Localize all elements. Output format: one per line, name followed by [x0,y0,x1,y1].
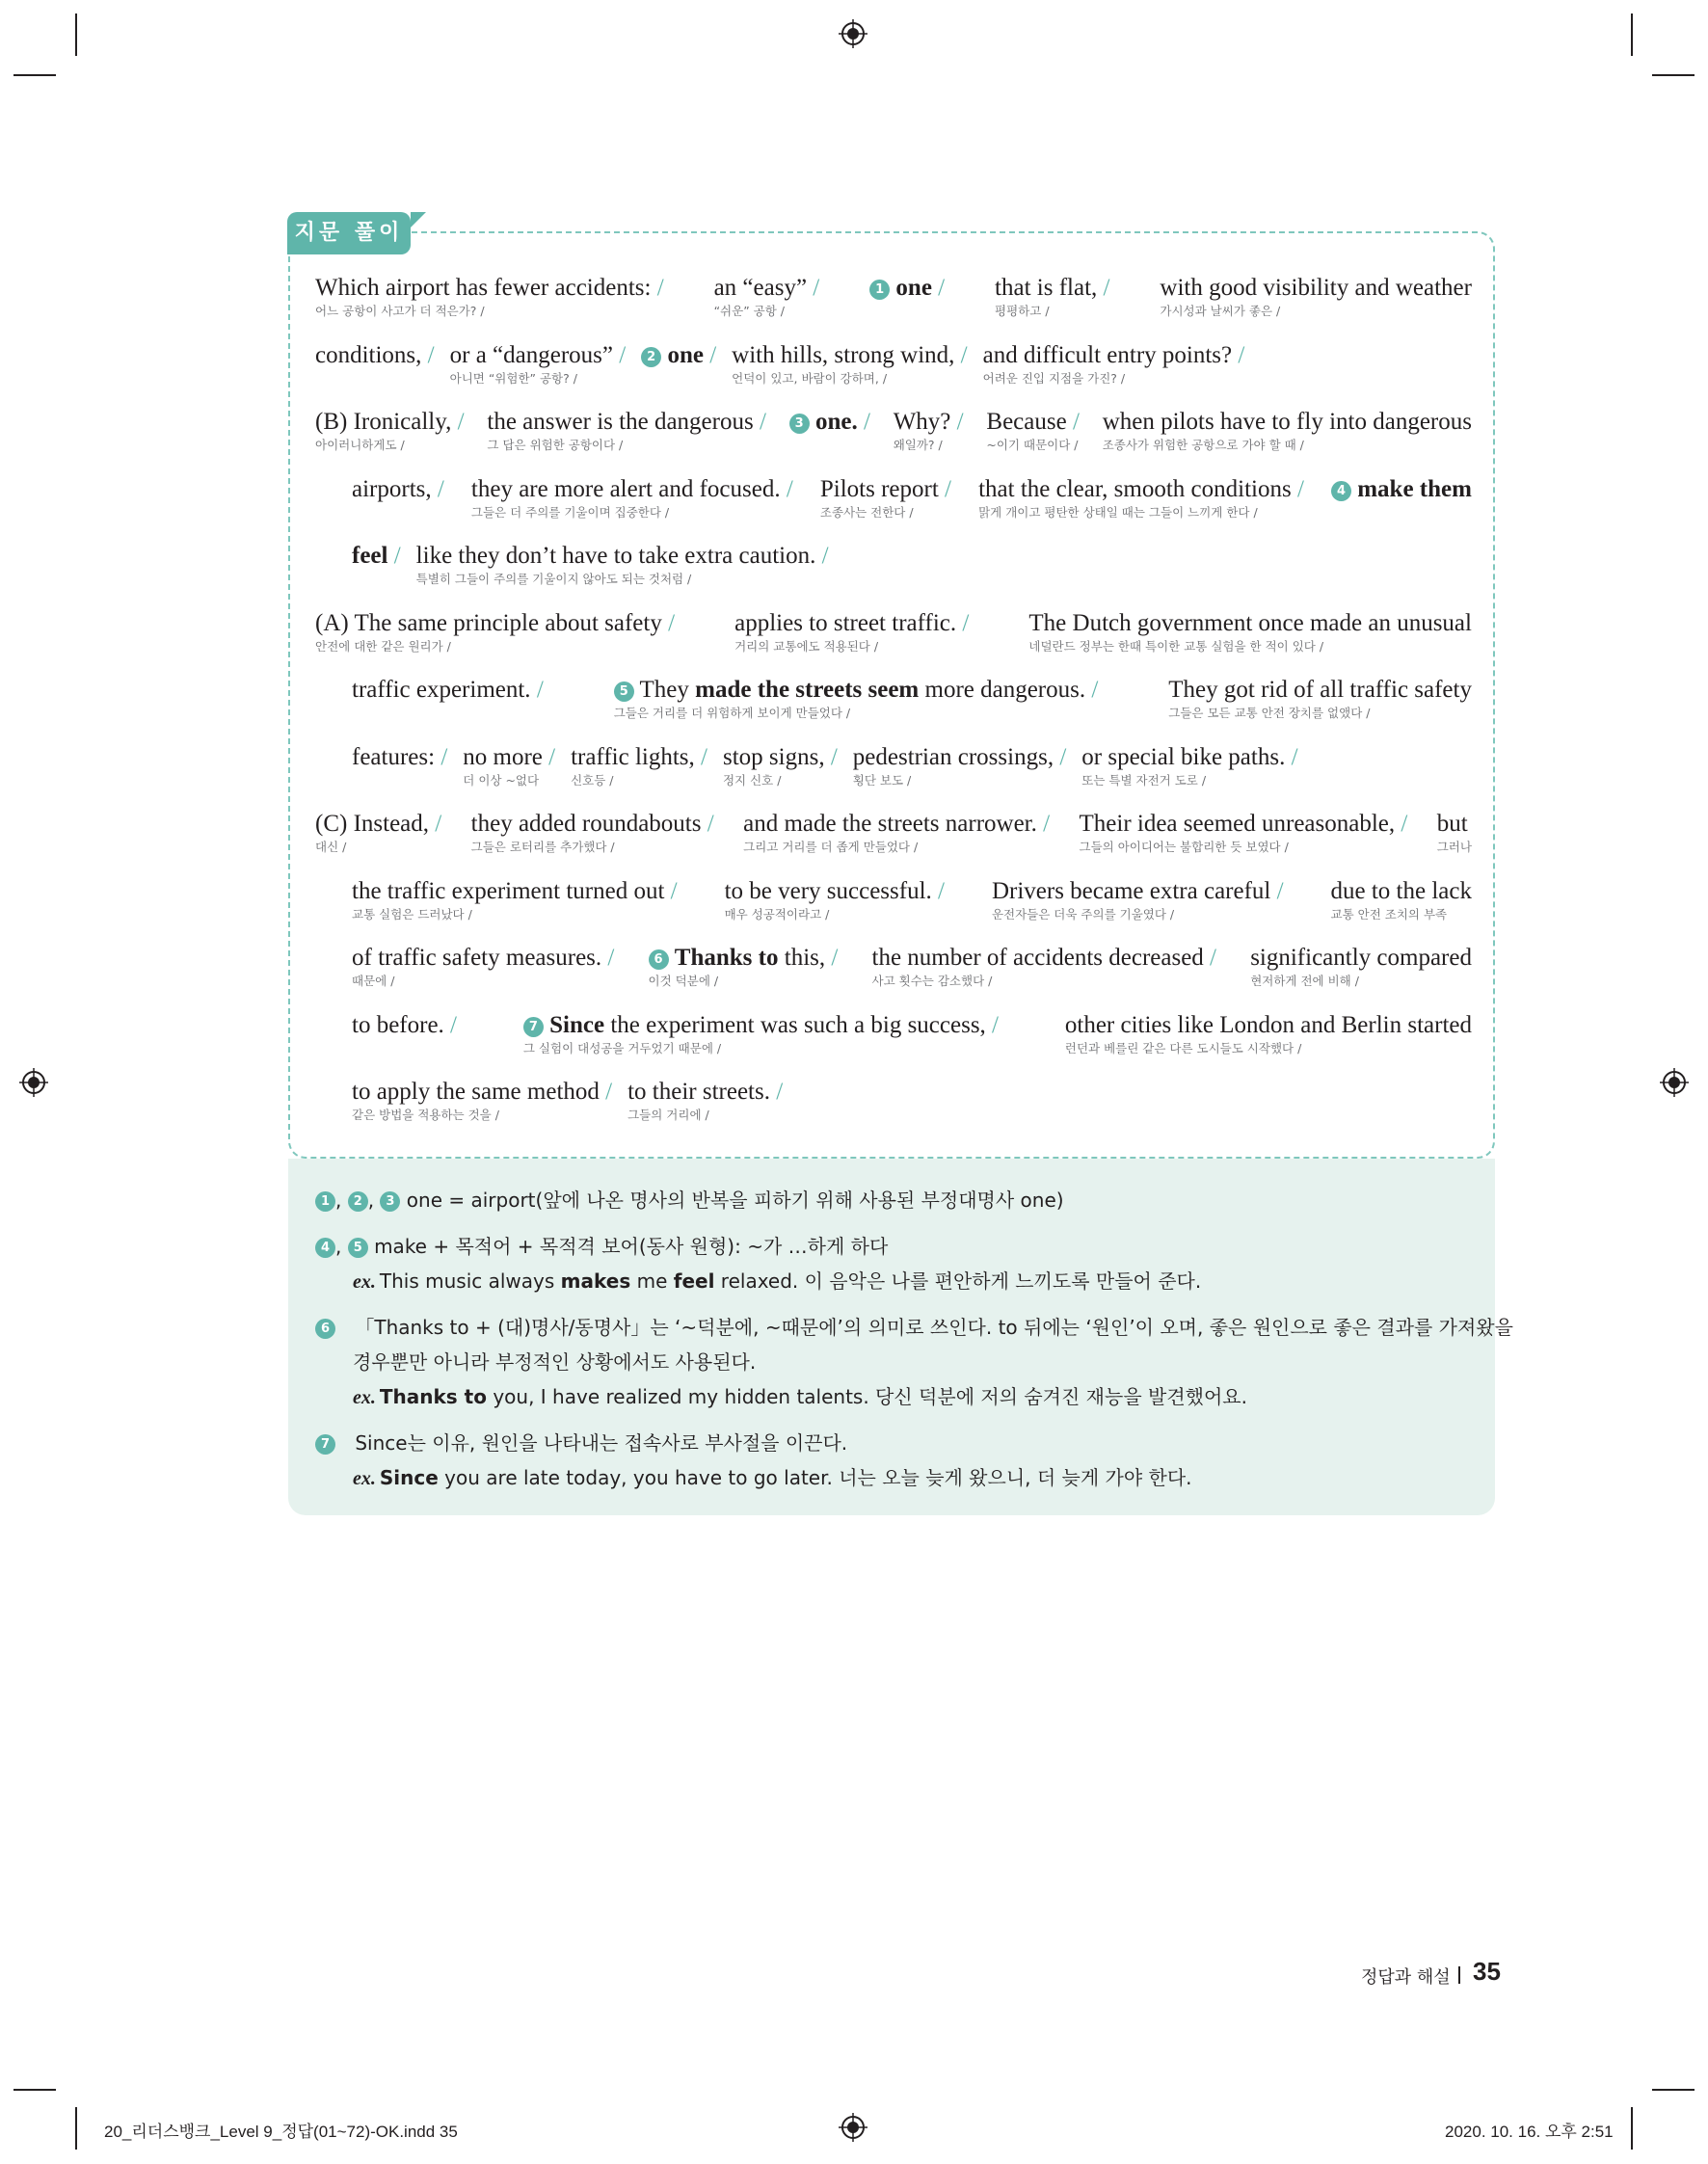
section-tag-notch [411,212,426,227]
english-phrase: when pilots have to fly into dangerous [1102,409,1472,435]
english-phrase: The Dutch government once made an unusual [1028,609,1472,636]
phrase-chunk [352,676,544,721]
korean-gloss [352,706,544,721]
korean-gloss: 같은 방법을 적용하는 것을 / [352,1108,499,1122]
english-phrase: like they don’t have to take extra caution. [415,543,816,569]
phrase-chunk [627,1078,783,1123]
phrase-chunk [789,408,870,453]
marker-number-icon: 6 [649,949,669,970]
phrase-chunk [869,274,945,319]
page-divider [1458,1966,1460,1984]
korean-gloss: 교통 안전 조치의 부족 [1330,906,1448,922]
phrase-chunk [992,877,1284,922]
english-phrase: an “easy” [713,275,808,301]
korean-gloss: 더 이상 ~없다 [463,772,540,788]
english-phrase: (C) Instead, [315,811,430,837]
korean-gloss [789,438,870,453]
phrase-chunk [743,810,1050,855]
korean-gloss: ~이기 때문이다 / [986,438,1079,452]
slash-separator: / [931,275,946,301]
phrase-chunk [714,274,820,319]
marker-number-icon: 5 [614,681,634,702]
phrase-chunk [352,877,678,922]
slash-separator: / [1054,743,1067,770]
phrase-chunk [995,274,1109,319]
korean-gloss: 대신 / [315,840,347,854]
phrase-chunk [853,743,1067,788]
english-phrase: Because [986,409,1067,435]
korean-gloss: 런던과 베를린 같은 다른 도시들도 시작했다 / [1064,1040,1302,1055]
slash-separator: / [807,275,820,301]
slash-separator: / [613,341,627,368]
slash-separator: / [815,543,829,569]
crop-mark [75,13,77,56]
english-phrase: Drivers became extra careful [991,877,1271,904]
passage-line [315,609,1472,677]
phrase-chunk [649,944,839,989]
english-phrase: to their streets. [627,1079,770,1105]
note-make-causative: 4 , 5 make + 목적어 + 목적격 보어(동사 원형): ~가 …하게 하다 [315,1233,888,1260]
korean-gloss: 그들의 거리에 / [627,1108,709,1122]
phrase-chunk [523,1011,999,1056]
korean-gloss [352,505,444,521]
english-phrase: or special bike paths. [1081,743,1286,770]
phrase-chunk [571,743,707,788]
passage-line [352,475,1472,543]
english-phrase: with good visibility and weather [1160,275,1472,301]
crop-mark [1652,74,1695,76]
phrase-chunk [872,944,1216,989]
passage-line [315,274,1472,341]
note-thanks-to: 6 「Thanks to + (대)명사/동명사」는 ‘~덕분에, ~때문에’의 의미로 쓰인다. to 뒤에는 ‘원인’이 오며, 좋은 원인으로 좋은 결과를 가져왔을 [315,1314,1513,1341]
phrase-chunk [641,341,716,387]
passage-line [352,1011,1472,1079]
english-phrase: the number of accidents decreased [871,945,1204,971]
note-thanks-to-example: ex. Thanks to you, I have realized my hidden talents. 당신 덕분에 저의 숨겨진 재능을 발견했어요. [353,1385,1247,1408]
slash-separator: / [601,945,615,971]
phrase-chunk [352,475,444,521]
english-phrase: they are more alert and focused. [470,475,781,502]
korean-gloss: 언덕이 있고, 바람이 강하며, / [732,370,888,386]
korean-gloss: 현저하게 전에 비해 / [1250,974,1359,988]
phrase-chunk [315,810,441,855]
slash-separator: / [661,609,676,636]
slash-separator: / [694,743,707,770]
korean-gloss: 그러나 [1436,840,1472,854]
key-phrase: one. [814,409,858,435]
phrase-chunk [450,341,627,387]
phrase-chunk [352,944,614,989]
slash-separator: / [1232,341,1245,368]
english-phrase: no more [463,743,543,770]
crop-mark [1631,2107,1633,2150]
english-phrase: more dangerous. [924,677,1086,703]
english-phrase: to before. [352,1011,444,1038]
phrase-chunk [986,408,1080,453]
english-phrase: Pilots report [819,475,939,502]
page-section-label: 정답과 해설 [1361,1967,1451,1988]
korean-gloss: 가시성과 날씨가 좋은 / [1160,304,1281,318]
registration-mark-icon [1660,1068,1689,1097]
english-phrase: that the clear, smooth conditions [978,475,1292,502]
slash-separator: / [950,409,964,435]
passage-body [315,274,1472,1145]
slash-separator: / [530,677,544,703]
key-phrase: Thanks to [674,945,779,971]
english-phrase: Their idea seemed unreasonable, [1079,811,1396,837]
korean-gloss: 그들은 로터리를 추가했다 / [470,840,615,854]
registration-mark-icon [839,19,867,48]
phrase-chunk [1168,676,1472,721]
slash-separator: / [542,743,556,770]
slash-separator: / [664,877,678,904]
note-one-pronoun: 1 , 2 , 3 one = airport(앞에 나온 명사의 반복을 피하기 위해 사용된 부정대명사 one) [315,1187,1064,1214]
korean-gloss: 또는 특별 자전거 도로 / [1081,772,1207,788]
phrase-chunk [1160,274,1472,319]
english-phrase: this, [784,945,826,971]
slash-separator: / [753,409,766,435]
slash-separator: / [1036,811,1051,837]
phrase-chunk [315,341,435,387]
slash-separator: / [599,1079,613,1105]
footer-filename: 20_리더스뱅크_Level 9_정답(01~72)-OK.indd 35 [104,2123,458,2141]
korean-gloss: 신호등 / [571,772,614,788]
korean-gloss: 특별히 그들이 주의를 기울이지 않아도 되는 것처럼 / [415,572,692,586]
phrase-chunk [732,341,967,387]
passage-line [352,743,1472,811]
passage-line [315,341,1472,409]
phrase-chunk [1080,810,1408,855]
english-phrase: the traffic experiment turned out [352,877,665,904]
korean-gloss [315,371,435,387]
slash-separator: / [931,877,945,904]
english-phrase: with hills, strong wind, [732,341,955,368]
slash-separator: / [431,475,444,502]
crop-mark [1631,13,1633,56]
english-phrase: to be very successful. [724,877,932,904]
phrase-chunk [723,743,838,788]
korean-gloss [641,371,716,387]
phrase-chunk [1331,475,1472,521]
english-phrase: to apply the same method [352,1079,600,1105]
korean-gloss: 운전자들은 더욱 주의를 기울였다 / [991,906,1175,922]
korean-gloss: 거리의 교통에도 적용된다 / [734,638,879,654]
korean-gloss: 왜일까? / [893,438,943,452]
slash-separator: / [824,743,838,770]
crop-mark [75,2107,77,2150]
footer-timestamp: 2020. 10. 16. 오후 2:51 [1445,2123,1614,2141]
english-phrase: conditions, [315,341,422,368]
slash-separator: / [1066,409,1080,435]
phrase-chunk [471,475,793,521]
slash-separator: / [387,543,401,569]
passage-line [352,1078,1472,1145]
korean-gloss: 평평하고 / [995,304,1050,318]
phrase-chunk [352,1011,457,1056]
korean-gloss: 아이러니하게도 / [315,438,405,452]
english-phrase: They [639,677,689,703]
passage-line [315,810,1472,877]
slash-separator: / [703,341,717,368]
korean-gloss: 그들은 거리를 더 위험하게 보이게 만들었다 / [613,706,851,720]
slash-separator: / [780,475,793,502]
passage-line [352,877,1472,945]
crop-mark [13,2089,56,2091]
english-phrase: (A) The same principle about safety [315,609,662,636]
korean-gloss [352,773,447,788]
english-phrase: and difficult entry points? [982,341,1233,368]
phrase-chunk [1081,743,1297,788]
note-since-example: ex. Since you are late today, you have to go later. 너는 오늘 늦게 왔으니, 더 늦게 가야 한다. [353,1466,1192,1489]
phrase-chunk [725,877,945,922]
slash-separator: / [956,609,970,636]
passage-line [352,944,1472,1011]
slash-separator: / [701,811,714,837]
slash-separator: / [954,341,968,368]
korean-gloss: 조종사가 위험한 공항으로 가야 할 때 / [1102,438,1304,452]
marker-number-icon: 4 [1331,481,1351,501]
note-since: 7 Since는 이유, 원인을 나타내는 접속사로 부사절을 이끈다. [315,1429,847,1456]
english-phrase: significantly compared [1250,945,1472,971]
korean-gloss: 어려운 진입 지점을 가진? / [982,370,1126,386]
passage-line [315,408,1472,475]
phrase-chunk [894,408,964,453]
page-number: 35 [1473,1957,1501,1986]
english-phrase: due to the lack [1330,877,1472,904]
english-phrase: traffic lights, [571,743,695,770]
key-phrase: feel [352,543,388,569]
slash-separator: / [651,275,664,301]
phrase-chunk [315,274,664,319]
phrase-chunk [352,1078,612,1123]
phrase-chunk [1437,810,1472,855]
slash-separator: / [1285,743,1298,770]
korean-gloss: 매우 성공적이라고 / [724,906,830,922]
section-tag: 지문 풀이 [287,212,411,254]
phrase-chunk [416,542,829,587]
english-phrase: they added roundabouts [470,811,702,837]
english-phrase: Which airport has fewer accidents: [315,275,652,301]
slash-separator: / [1085,677,1099,703]
slash-separator: / [938,475,951,502]
phrase-chunk [315,408,465,453]
english-phrase: that is flat, [995,275,1098,301]
korean-gloss [1331,505,1472,521]
key-phrase: make them [1357,475,1472,502]
english-phrase: other cities like London and Berlin started [1064,1011,1472,1038]
english-phrase: stop signs, [722,743,825,770]
slash-separator: / [421,341,435,368]
english-phrase: features: [352,743,436,770]
key-phrase: Since [549,1011,605,1038]
phrase-chunk [463,743,555,788]
korean-gloss: 그 실험이 대성공을 거두었기 때문에 / [522,1040,722,1055]
phrase-chunk [1103,408,1472,453]
phrase-chunk [978,475,1304,521]
english-phrase: Why? [893,409,951,435]
korean-gloss [869,304,945,319]
marker-number-icon: 2 [641,347,661,367]
english-phrase: but [1436,811,1468,837]
english-phrase: traffic experiment. [352,677,531,703]
phrase-chunk [983,341,1245,387]
korean-gloss: 그들의 아이디어는 불합리한 듯 보였다 / [1079,840,1289,854]
korean-gloss: 정지 신호 / [722,772,782,788]
korean-gloss: 그리고 거리를 더 좁게 만들었다 / [743,840,919,854]
slash-separator: / [1270,877,1284,904]
phrase-chunk [352,743,447,788]
phrase-chunk [614,676,1099,721]
passage-line [352,542,1472,609]
phrase-chunk [820,475,951,521]
phrase-chunk [734,609,969,655]
english-phrase: or a “dangerous” [449,341,613,368]
phrase-chunk [471,810,714,855]
phrase-chunk [352,542,401,587]
korean-gloss: 어느 공항이 사고가 더 적은가? / [315,304,485,318]
phrase-chunk [315,609,675,655]
english-phrase: airports, [352,475,432,502]
phrase-chunk [1065,1011,1472,1056]
slash-separator: / [825,945,839,971]
slash-separator: / [443,1011,457,1038]
korean-gloss: 교통 실험은 드러났다 / [352,906,472,922]
registration-mark-icon [19,1068,48,1097]
english-phrase: pedestrian crossings, [852,743,1054,770]
korean-gloss: 사고 횟수는 감소했다 / [871,974,993,988]
slash-separator: / [769,1079,784,1105]
korean-gloss: 안전에 대한 같은 원리가 / [315,638,451,654]
english-phrase: and made the streets narrower. [743,811,1037,837]
slash-separator: / [1097,275,1110,301]
phrase-chunk [1331,877,1472,922]
english-phrase: the experiment was such a big success, [610,1011,986,1038]
crop-mark [1652,2089,1695,2091]
slash-separator: / [857,409,870,435]
korean-gloss: 이것 덕분에 / [648,974,719,988]
english-phrase: applies to street traffic. [734,609,957,636]
korean-gloss: 조종사는 전한다 / [819,504,914,520]
marker-number-icon: 3 [789,414,810,434]
phrase-chunk [1250,944,1472,989]
key-phrase: one [895,275,932,301]
korean-gloss: 맑게 개이고 평탄한 상태일 때는 그들이 느끼게 한다 / [978,504,1258,520]
korean-gloss: 그 답은 위험한 공항이다 / [487,438,624,452]
english-phrase: They got rid of all traffic safety [1168,677,1472,703]
slash-separator: / [435,743,448,770]
note-make-example: ex. This music always makes me feel relaxed. 이 음악은 나를 편안하게 느끼도록 만들어 준다. [353,1269,1202,1293]
marker-number-icon: 1 [869,280,890,300]
english-phrase: the answer is the dangerous [487,409,754,435]
phrase-chunk [487,408,766,453]
note-thanks-to-cont: 경우뿐만 아니라 부정적인 상황에서도 사용된다. [353,1350,757,1374]
korean-gloss: 그들은 모든 교통 안전 장치를 없앴다 / [1168,706,1371,720]
crop-mark [13,74,56,76]
slash-separator: / [1203,945,1216,971]
slash-separator: / [1395,811,1408,837]
korean-gloss: 그들은 더 주의를 기울이며 집중한다 / [470,504,670,520]
korean-gloss [352,1041,457,1056]
korean-gloss: 네덜란드 정부는 한때 특이한 교통 실험을 한 적이 있다 / [1028,638,1324,654]
korean-gloss: 횡단 보도 / [852,772,912,788]
korean-gloss: 때문에 / [352,974,395,988]
english-phrase: (B) Ironically, [315,409,452,435]
key-phrase: made the streets seem [695,677,920,703]
korean-gloss: 아니면 “위험한” 공항? / [449,370,577,386]
slash-separator: / [1291,475,1304,502]
phrase-chunk [1028,609,1472,655]
slash-separator: / [451,409,465,435]
english-phrase: of traffic safety measures. [352,945,602,971]
registration-mark-icon [839,2113,867,2142]
slash-separator: / [429,811,442,837]
key-phrase: one [667,341,704,368]
slash-separator: / [985,1011,999,1038]
korean-gloss [352,572,401,587]
passage-line [352,676,1472,743]
marker-number-icon: 7 [523,1017,544,1037]
korean-gloss: “쉬운” 공항 / [713,304,785,318]
